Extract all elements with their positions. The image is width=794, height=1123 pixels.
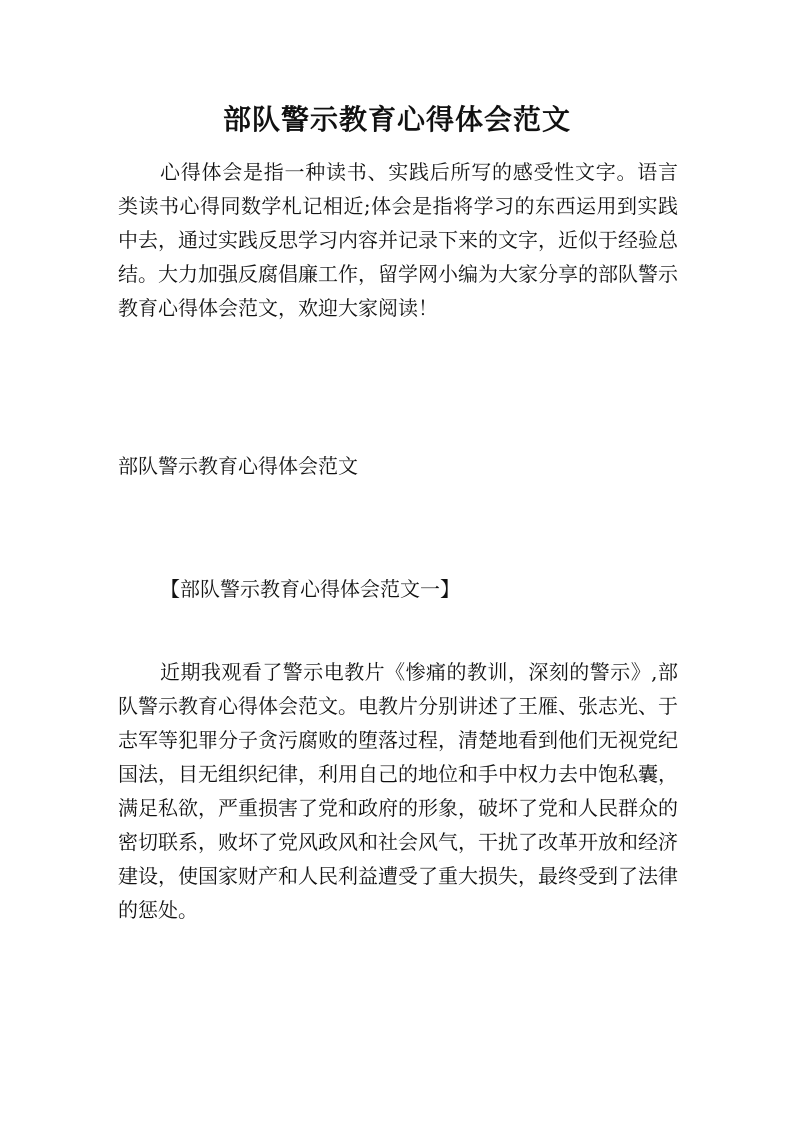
subheading: 部队警示教育心得体会范文 [118, 454, 358, 478]
intro-paragraph: 心得体会是指一种读书、实践后所写的感受性文字。语言类读书心得同数学札记相近;体会是指将学习的东西运用到实践中去，通过实践反思学习内容并记录下来的文字，近似于经验总结。大力加强反腐倡廉工作，留学网小编为大家分享的部队警示教育心得体会范文，欢迎大家阅读！ [118, 160, 678, 320]
document-title: 部队警示教育心得体会范文 [222, 103, 571, 136]
section-label: 【部队警示教育心得体会范文一】 [160, 577, 460, 601]
body-paragraph: 近期我观看了警示电教片《惨痛的教训，深刻的警示》,部队警示教育心得体会范文。电教片分别讲述了王雁、张志光、于志军等犯罪分子贪污腐败的堕落过程，清楚地看到他们无视党纪国法，目无组织纪律，利用自己的地位和手中权力去中饱私囊，满足私欲，严重损害了党和政府的形象，破坏了党和人民群众的密切联系，败坏了党风政风和社会风气，干扰了改革开放和经济建设，使国家财产和人民利益遭受了重大损失，最终受到了法律的惩处。 [118, 660, 678, 922]
